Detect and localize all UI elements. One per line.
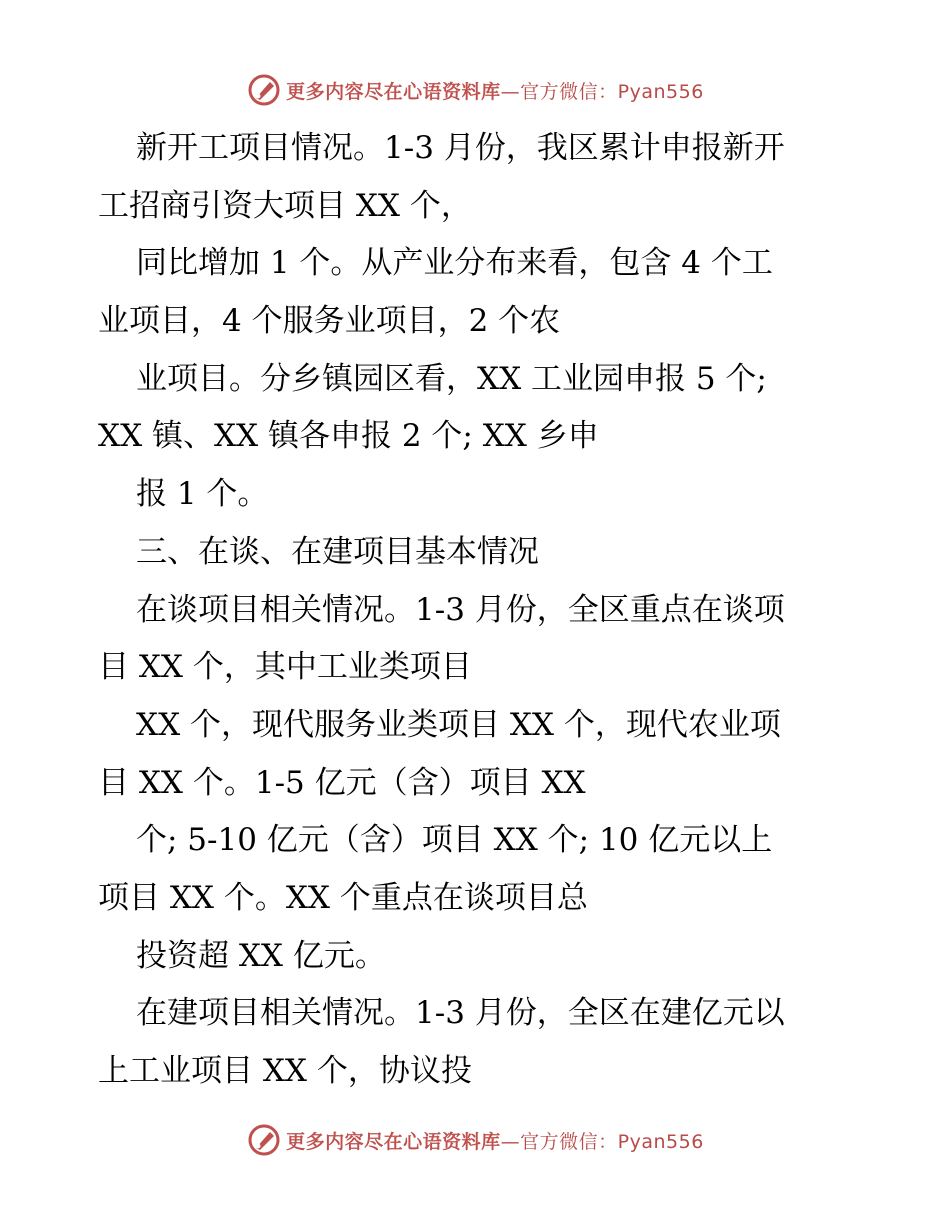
- text-line: 工招商引资大项目 XX 个，: [98, 187, 472, 224]
- pen-logo-icon: [246, 1122, 282, 1158]
- text-line: 投资超 XX 亿元。: [136, 937, 386, 974]
- text-line: 项目 XX 个。XX 个重点在谈项目总: [98, 879, 588, 916]
- watermark-text: 更多内容尽在心语资料库: [286, 80, 501, 103]
- text-line: 目 XX 个，其中工业类项目: [98, 649, 472, 686]
- document-body: [98, 120, 858, 1101]
- text-line: 上工业项目 XX 个，协议投: [98, 1053, 472, 1089]
- watermark-tail: 官方微信：Pyan556: [520, 1130, 704, 1153]
- text-line: 业项目，4 个服务业项目，2 个农: [98, 303, 561, 340]
- text-line: 同比增加 1 个。从产业分布来看，包含 4 个工: [136, 245, 773, 282]
- text-line: 在谈项目相关情况。1-3 月份，全区重点在谈项: [136, 591, 785, 628]
- watermark-footer: [0, 1120, 950, 1160]
- watermark-tail: 官方微信：Pyan556: [520, 80, 704, 103]
- text-line: XX 个，现代服务业类项目 XX 个，现代农业项: [136, 706, 781, 743]
- text-line: 业项目。分乡镇园区看，XX 工业园申报 5 个;: [136, 360, 767, 397]
- text-line: 个; 5-10 亿元（含）项目 XX 个; 10 亿元以上: [136, 822, 773, 859]
- text-line: 报 1 个。: [136, 476, 269, 513]
- watermark-dash: —: [500, 1130, 521, 1153]
- watermark-header: [0, 70, 950, 110]
- watermark-dash: —: [500, 80, 521, 103]
- text-line: 在建项目相关情况。1-3 月份，全区在建亿元以: [136, 995, 785, 1032]
- watermark-text: 更多内容尽在心语资料库: [286, 1130, 501, 1153]
- pen-logo-icon: [246, 72, 282, 108]
- text-line: 三、在谈、在建项目基本情况: [136, 533, 539, 570]
- text-line: 目 XX 个。1-5 亿元（含）项目 XX: [98, 764, 586, 801]
- text-line: 新开工项目情况。1-3 月份，我区累计申报新开: [136, 130, 785, 166]
- text-line: XX 镇、XX 镇各申报 2 个; XX 乡申: [98, 418, 599, 455]
